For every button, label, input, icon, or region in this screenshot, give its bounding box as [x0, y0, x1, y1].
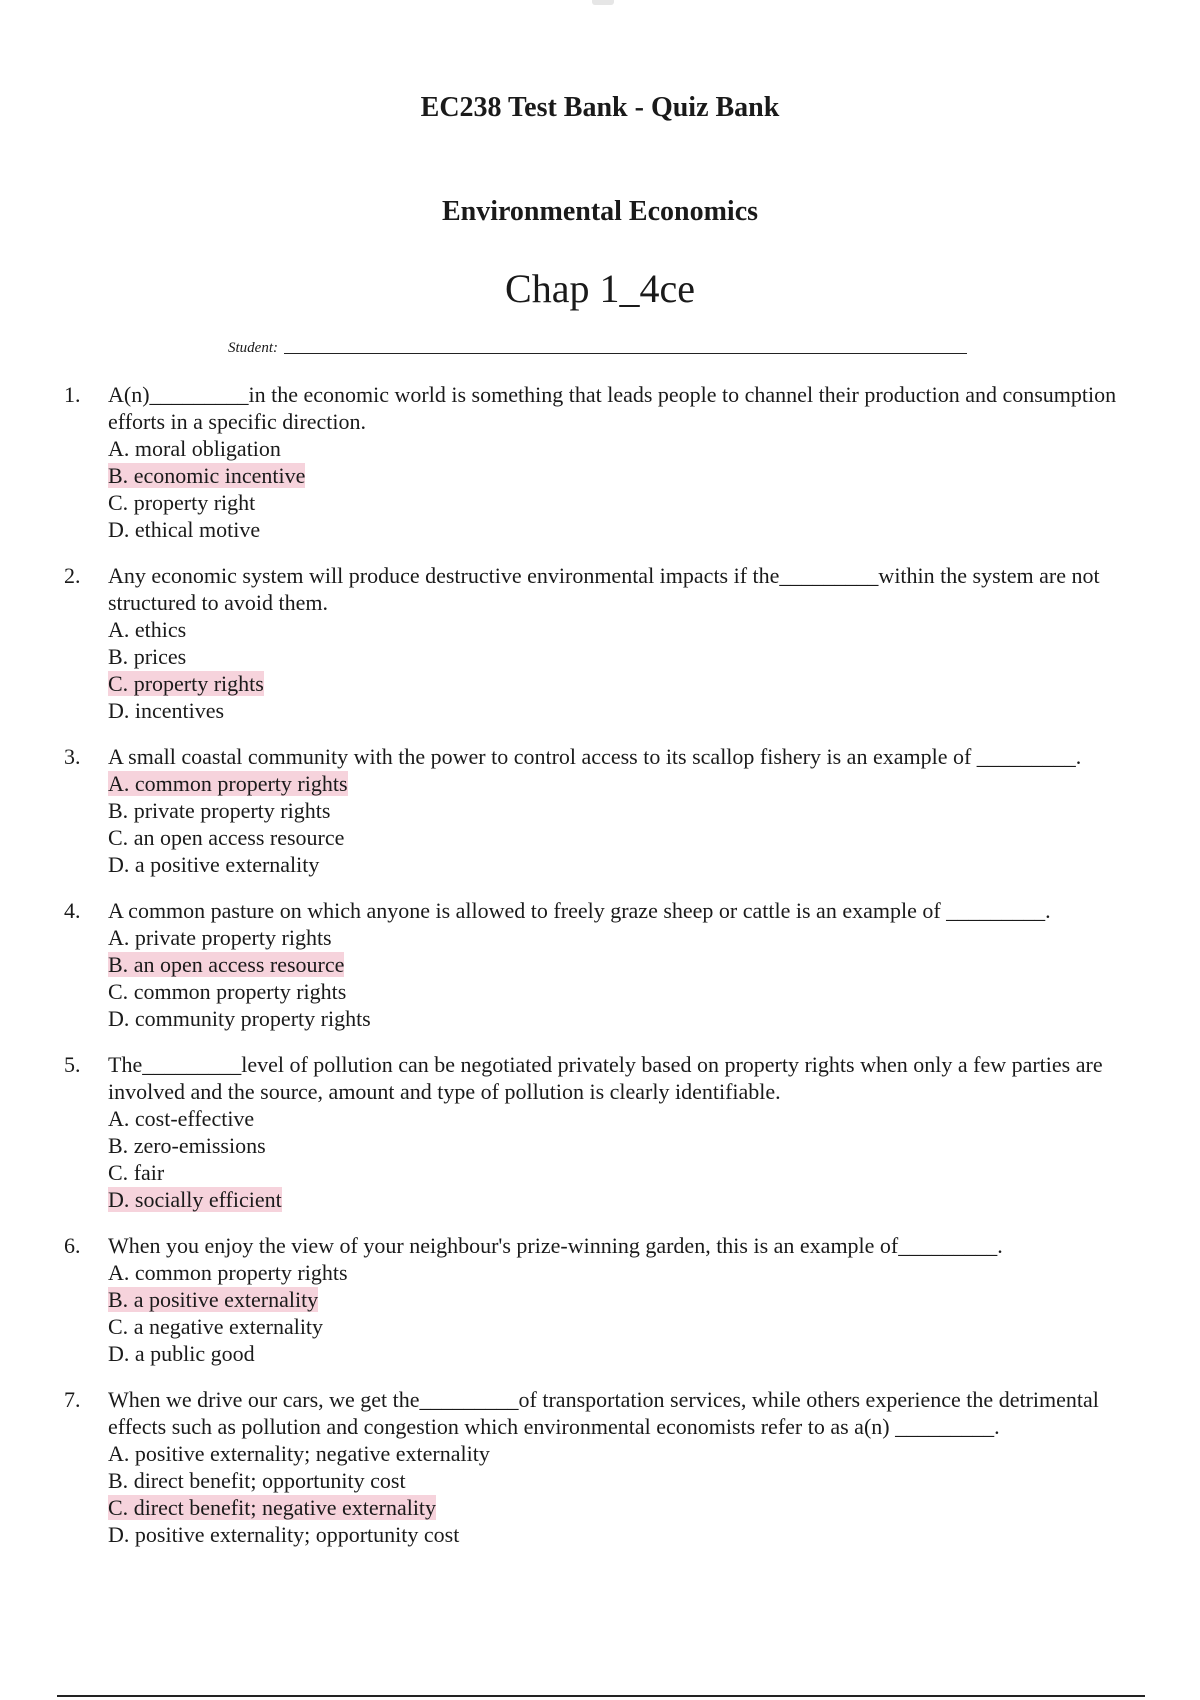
option-text: direct benefit; opportunity cost: [133, 1468, 406, 1493]
answer-option-content: [108, 925, 332, 950]
option-text: a public good: [134, 1341, 255, 1366]
answer-option-content: [108, 1341, 255, 1366]
option-letter: B.: [108, 463, 129, 488]
option-letter: D.: [108, 1187, 130, 1212]
answer-option: [108, 924, 1144, 951]
answer-option-content: [108, 1006, 371, 1031]
option-letter: C.: [108, 490, 129, 515]
option-letter: B.: [108, 952, 129, 977]
option-letter: A.: [108, 1441, 130, 1466]
option-text: positive externality; opportunity cost: [134, 1522, 460, 1547]
answer-option-content: [108, 771, 348, 796]
question-item: [64, 1386, 1144, 1548]
answer-option: [108, 1440, 1144, 1467]
question-number: 4.: [64, 898, 81, 923]
answer-option-content: [108, 1106, 254, 1131]
question-text: A common pasture on which anyone is allowed to freely graze sheep or cattle is an example of _________.: [108, 898, 1051, 923]
option-letter: C.: [108, 671, 129, 696]
option-letter: D.: [108, 1341, 130, 1366]
option-text: socially efficient: [134, 1187, 282, 1212]
option-text: moral obligation: [134, 436, 281, 461]
answer-option-content: [108, 1287, 318, 1312]
answer-option: [108, 1105, 1144, 1132]
question-text: The_________level of pollution can be negotiated privately based on property rights when only a few parties are involved and the source, amount and type of pollution is clearly identifiable.: [108, 1052, 1103, 1104]
question-item: [64, 381, 1144, 543]
question-text: When you enjoy the view of your neighbour's prize-winning garden, this is an example of_________.: [108, 1233, 1003, 1258]
option-text: a negative externality: [133, 1314, 324, 1339]
question-body: [108, 1386, 1144, 1548]
option-letter: D.: [108, 1522, 130, 1547]
option-letter: B.: [108, 1468, 129, 1493]
question-list: [64, 381, 1144, 1567]
answer-option-correct: [108, 1286, 1144, 1313]
answer-option-correct: [108, 462, 1144, 489]
question-item: [64, 1051, 1144, 1213]
answer-option-correct: [108, 1494, 1144, 1521]
question-number: 6.: [64, 1233, 81, 1258]
question-text: When we drive our cars, we get the_________of transportation services, while others experience the detrimental effects such as pollution and congestion which environmental economists refer to as a(n) _________.: [108, 1387, 1099, 1439]
option-letter: A.: [108, 771, 130, 796]
answer-option: [108, 1159, 1144, 1186]
option-letter: C.: [108, 1314, 129, 1339]
option-text: common property rights: [134, 1260, 348, 1285]
answer-option-content: [108, 698, 224, 723]
answer-option-content: [108, 490, 255, 515]
option-letter: C.: [108, 825, 129, 850]
option-text: a positive externality: [134, 852, 320, 877]
question-item: [64, 562, 1144, 724]
option-text: an open access resource: [133, 825, 345, 850]
option-text: positive externality; negative externality: [134, 1441, 490, 1466]
answer-option-content: [108, 617, 186, 642]
option-letter: C.: [108, 979, 129, 1004]
question-body: [108, 381, 1144, 543]
answer-option: [108, 1340, 1144, 1367]
answer-option-content: [108, 1522, 459, 1547]
answer-option-content: [108, 436, 281, 461]
answer-option: [108, 978, 1144, 1005]
answer-option: [108, 1313, 1144, 1340]
question-number: 1.: [64, 382, 81, 407]
answer-option-content: [108, 1260, 348, 1285]
answer-option-content: [108, 1495, 436, 1520]
question-body: [108, 897, 1144, 1032]
answer-option-content: [108, 517, 260, 542]
student-name-line: [284, 353, 967, 354]
question-item: [64, 743, 1144, 878]
question-body: [108, 1232, 1144, 1367]
student-label: Student:: [228, 340, 278, 356]
option-text: ethics: [134, 617, 187, 642]
answer-option: [108, 697, 1144, 724]
option-text: fair: [133, 1160, 165, 1185]
answer-option-content: [108, 671, 264, 696]
option-text: common property rights: [133, 979, 347, 1004]
option-text: incentives: [134, 698, 225, 723]
answer-option-content: [108, 1133, 266, 1158]
answer-option: [108, 643, 1144, 670]
question-number: 7.: [64, 1387, 81, 1412]
question-body: [108, 1051, 1144, 1213]
answer-option: [108, 1467, 1144, 1494]
option-letter: A.: [108, 1260, 130, 1285]
chapter-heading: Chap 1_4ce: [505, 266, 695, 311]
answer-option-content: [108, 825, 344, 850]
page-top-marker: [592, 0, 614, 5]
option-text: property rights: [133, 671, 264, 696]
answer-option-correct: [108, 770, 1144, 797]
option-text: zero-emissions: [133, 1133, 266, 1158]
option-letter: C.: [108, 1160, 129, 1185]
question-item: [64, 897, 1144, 1032]
option-text: prices: [133, 644, 187, 669]
option-text: private property rights: [133, 798, 331, 823]
answer-option-content: [108, 1441, 490, 1466]
option-letter: D.: [108, 517, 130, 542]
answer-option-content: [108, 979, 346, 1004]
question-number: 3.: [64, 744, 81, 769]
answer-option: [108, 1259, 1144, 1286]
question-text: A small coastal community with the power to control access to its scallop fishery is an example of _________.: [108, 744, 1082, 769]
option-text: private property rights: [134, 925, 332, 950]
option-letter: D.: [108, 1006, 130, 1031]
question-body: [108, 562, 1144, 724]
answer-option-content: [108, 1187, 282, 1212]
question-text: Any economic system will produce destructive environmental impacts if the_________within the system are not structured to avoid them.: [108, 563, 1100, 615]
answer-option-correct: [108, 951, 1144, 978]
answer-option: [108, 616, 1144, 643]
answer-option-content: [108, 644, 186, 669]
answer-option-correct: [108, 670, 1144, 697]
answer-option: [108, 797, 1144, 824]
answer-option: [108, 1005, 1144, 1032]
option-text: economic incentive: [133, 463, 306, 488]
question-item: [64, 1232, 1144, 1367]
answer-option-content: [108, 1314, 323, 1339]
answer-option: [108, 851, 1144, 878]
option-text: ethical motive: [134, 517, 261, 542]
option-text: community property rights: [134, 1006, 371, 1031]
option-letter: B.: [108, 1287, 129, 1312]
document-subtitle: Environmental Economics: [441, 196, 759, 227]
question-body: [108, 743, 1144, 878]
student-name-field: [228, 340, 967, 357]
option-text: a positive externality: [133, 1287, 319, 1312]
question-number: 2.: [64, 563, 81, 588]
answer-option: [108, 435, 1144, 462]
option-letter: D.: [108, 852, 130, 877]
answer-option: [108, 1132, 1144, 1159]
option-letter: C.: [108, 1495, 129, 1520]
option-text: direct benefit; negative externality: [133, 1495, 437, 1520]
page-bottom-rule: [57, 1695, 1145, 1697]
option-letter: B.: [108, 798, 129, 823]
answer-option: [108, 516, 1144, 543]
document-title: EC238 Test Bank - Quiz Bank: [420, 92, 780, 123]
answer-option-content: [108, 463, 305, 488]
option-letter: A.: [108, 436, 130, 461]
option-text: property right: [133, 490, 256, 515]
option-letter: A.: [108, 925, 130, 950]
option-text: cost-effective: [134, 1106, 255, 1131]
answer-option-content: [108, 798, 330, 823]
option-letter: B.: [108, 644, 129, 669]
answer-option-content: [108, 1468, 406, 1493]
answer-option: [108, 1521, 1144, 1548]
answer-option-content: [108, 952, 344, 977]
question-number: 5.: [64, 1052, 81, 1077]
answer-option: [108, 824, 1144, 851]
answer-option-content: [108, 852, 319, 877]
option-letter: D.: [108, 698, 130, 723]
question-text: A(n)_________in the economic world is something that leads people to channel their production and consumption efforts in a specific direction.: [108, 382, 1117, 434]
option-text: common property rights: [134, 771, 348, 796]
answer-option: [108, 489, 1144, 516]
option-letter: A.: [108, 617, 130, 642]
answer-option-correct: [108, 1186, 1144, 1213]
option-text: an open access resource: [133, 952, 345, 977]
option-letter: A.: [108, 1106, 130, 1131]
option-letter: B.: [108, 1133, 129, 1158]
answer-option-content: [108, 1160, 164, 1185]
